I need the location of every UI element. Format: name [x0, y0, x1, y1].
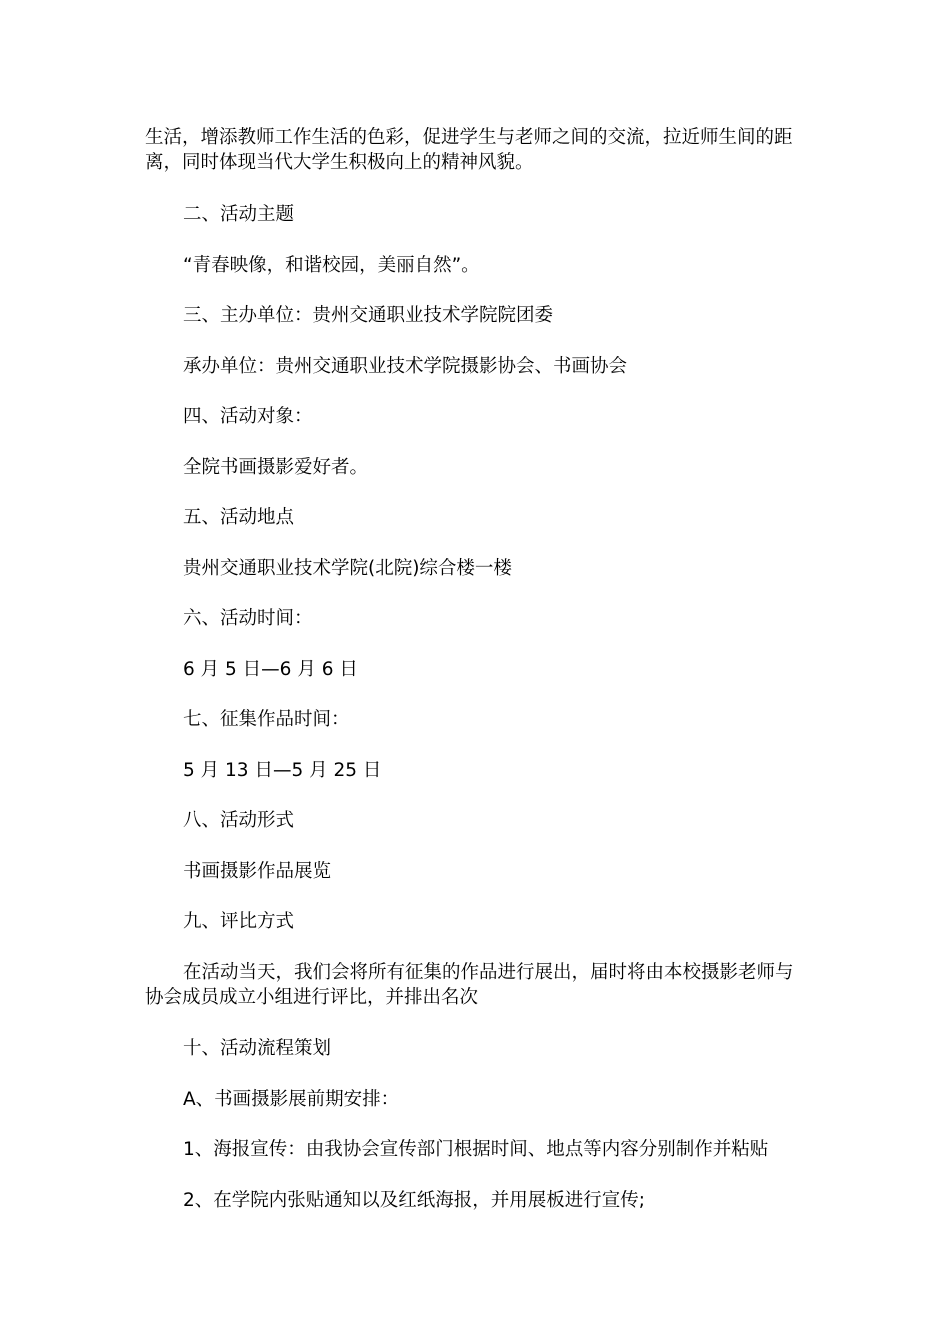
- list-item-campus-notice: 2、在学院内张贴通知以及红纸海报，并用展板进行宣传;: [183, 1190, 646, 1211]
- heading-activity-location: 五、活动地点: [183, 507, 295, 528]
- paragraph-activity-dates: 6 月 5 日—6 月 6 日: [183, 659, 358, 680]
- heading-activity-format: 八、活动形式: [183, 810, 295, 831]
- list-item-poster-publicity: 1、海报宣传：由我协会宣传部门根据时间、地点等内容分别制作并粘贴: [183, 1139, 769, 1160]
- paragraph-submission-dates: 5 月 13 日—5 月 25 日: [183, 760, 382, 781]
- paragraph-intro-continuation: 生活，增添教师工作生活的色彩，促进学生与老师之间的交流，拉近师生间的距离，同时体现当代大学生积极向上的精神风貌。: [145, 127, 793, 173]
- paragraph-organizer-unit: 承办单位：贵州交通职业技术学院摄影协会、书画协会: [183, 356, 628, 377]
- heading-activity-time: 六、活动时间：: [183, 608, 313, 629]
- paragraph-location: 贵州交通职业技术学院(北院)综合楼一楼: [183, 558, 512, 579]
- heading-process-planning: 十、活动流程策划: [183, 1038, 332, 1059]
- heading-activity-theme: 二、活动主题: [183, 204, 295, 225]
- paragraph-theme-slogan: “青春映像，和谐校园，美丽自然”。: [183, 255, 480, 276]
- heading-judging-method: 九、评比方式: [183, 911, 295, 932]
- heading-submission-time: 七、征集作品时间：: [183, 709, 350, 730]
- paragraph-format: 书画摄影作品展览: [183, 861, 332, 882]
- paragraph-judging-details: 在活动当天，我们会将所有征集的作品进行展出，届时将由本校摄影老师与协会成员成立小组进行评比，并排出名次: [145, 962, 794, 1008]
- heading-preparation: A、书画摄影展前期安排：: [183, 1089, 400, 1110]
- heading-host-unit: 三、主办单位：贵州交通职业技术学院院团委: [183, 305, 554, 326]
- heading-activity-target: 四、活动对象：: [183, 406, 313, 427]
- paragraph-target-audience: 全院书画摄影爱好者。: [183, 457, 369, 478]
